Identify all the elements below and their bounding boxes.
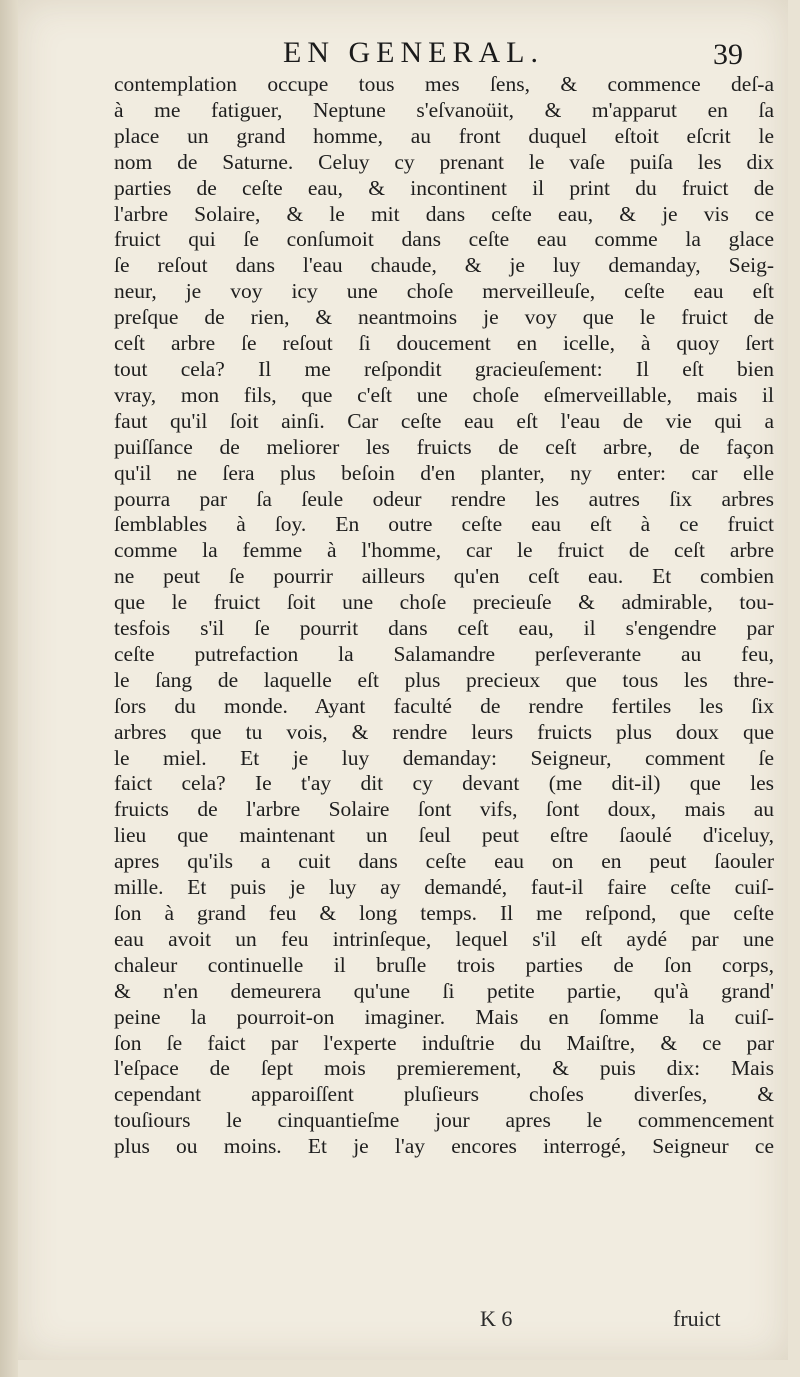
text-line: fruict qui ſe conſumoit dans ceſte eau comme la glace bbox=[114, 227, 774, 252]
text-line: touſiours le cinquantieſme jour apres le commencement bbox=[114, 1108, 774, 1133]
text-line: fruicts de l'arbre Solaire ſont vifs, ſont doux, mais au bbox=[114, 797, 774, 822]
text-line: nom de Saturne. Celuy cy prenant le vaſe puiſa les dix bbox=[114, 149, 774, 174]
text-line: tesfois s'il ſe pourrit dans ceſt eau, il s'engendre par bbox=[114, 616, 774, 641]
text-line: preſque de rien, & neantmoins je voy que le fruict de bbox=[114, 305, 774, 330]
text-line: ſemblables à ſoy. En outre ceſte eau eſt à ce fruict bbox=[114, 512, 774, 537]
text-line: vray, mon fils, que c'eſt une choſe eſmerveillable, mais il bbox=[114, 382, 774, 407]
text-line: puiſſance de meliorer les fruicts de ceſt arbre, de façon bbox=[114, 434, 774, 459]
text-line: peine la pourroit-on imaginer. Mais en ſomme la cuiſ- bbox=[114, 1004, 774, 1029]
book-page bbox=[18, 0, 788, 1360]
text-line: lieu que maintenant un ſeul peut eſtre ſaoulé d'iceluy, bbox=[114, 823, 774, 848]
text-line: faut qu'il ſoit ainſi. Car ceſte eau eſt l'eau de vie qui a bbox=[114, 408, 774, 433]
page-number: 39 bbox=[713, 38, 743, 71]
text-line: contemplation occupe tous mes ſens, & commence deſ-a bbox=[114, 72, 774, 96]
text-line: tout cela? Il me reſpondit gracieuſement: Il eſt bien bbox=[114, 356, 774, 381]
catchword: fruict bbox=[673, 1306, 721, 1331]
text-line: ſe reſout dans l'eau chaude, & je luy demanday, Seig- bbox=[114, 253, 774, 278]
text-line: ne peut ſe pourrir ailleurs qu'en ceſt eau. Et combien bbox=[114, 564, 774, 589]
text-line: l'arbre Solaire, & le mit dans ceſte eau, & je vis ce bbox=[114, 201, 774, 226]
text-line: ſon à grand feu & long temps. Il me reſpond, que ceſte bbox=[114, 901, 774, 925]
text-line: le ſang de laquelle eſt plus precieux que tous les thre- bbox=[114, 667, 774, 692]
text-line: neur, je voy icy une choſe merveilleuſe, ceſte eau eſt bbox=[114, 279, 774, 304]
text-line: l'eſpace de ſept mois premierement, & puis dix: Mais bbox=[114, 1056, 774, 1081]
body-text bbox=[114, 72, 774, 1160]
text-line: ceſte putrefaction la Salamandre perſeverante au feu, bbox=[114, 641, 774, 666]
text-line: plus ou moins. Et je l'ay encores interrogé, Seigneur ce bbox=[114, 1134, 774, 1159]
text-line: comme la femme à l'homme, car le fruict de ceſt arbre bbox=[114, 538, 774, 563]
text-line: à me fatiguer, Neptune s'eſvanoüit, & m'apparut en ſa bbox=[114, 97, 774, 122]
signature-mark: K 6 bbox=[480, 1306, 513, 1331]
text-line: le miel. Et je luy demanday: Seigneur, comment ſe bbox=[114, 745, 774, 770]
text-line: cependant apparoiſſent pluſieurs choſes diverſes, & bbox=[114, 1082, 774, 1107]
text-line: qu'il ne ſera plus beſoin d'en planter, ny enter: car elle bbox=[114, 460, 774, 485]
running-title: EN GENERAL. bbox=[283, 36, 544, 69]
book-gutter bbox=[0, 0, 18, 1377]
page-header bbox=[18, 36, 788, 76]
text-line: faict cela? Ie t'ay dit cy devant (me dit-il) que les bbox=[114, 771, 774, 796]
text-line: parties de ceſte eau, & incontinent il print du fruict de bbox=[114, 175, 774, 200]
text-line: mille. Et puis je luy ay demandé, faut-il faire ceſte cuiſ- bbox=[114, 875, 774, 900]
text-line: ſors du monde. Ayant faculté de rendre fertiles les ſix bbox=[114, 693, 774, 718]
text-line: place un grand homme, au front duquel eſtoit eſcrit le bbox=[114, 123, 774, 148]
text-line: pourra par ſa ſeule odeur rendre les autres ſix arbres bbox=[114, 486, 774, 511]
page-footer bbox=[18, 1306, 788, 1340]
text-line: eau avoit un feu intrinſeque, lequel s'il eſt aydé par une bbox=[114, 926, 774, 951]
text-line: apres qu'ils a cuit dans ceſte eau on en peut ſaouler bbox=[114, 849, 774, 874]
text-line: arbres que tu vois, & rendre leurs fruicts plus doux que bbox=[114, 719, 774, 744]
text-line: que le fruict ſoit une choſe precieuſe & admirable, tou- bbox=[114, 590, 774, 615]
text-line: & n'en demeurera qu'une ſi petite partie, qu'à grand' bbox=[114, 978, 774, 1003]
text-line: ſon ſe faict par l'experte induſtrie du Maiſtre, & ce par bbox=[114, 1030, 774, 1055]
text-line: chaleur continuelle il bruſle trois parties de ſon corps, bbox=[114, 952, 774, 977]
text-line: ceſt arbre ſe reſout ſi doucement en icelle, à quoy ſert bbox=[114, 331, 774, 356]
